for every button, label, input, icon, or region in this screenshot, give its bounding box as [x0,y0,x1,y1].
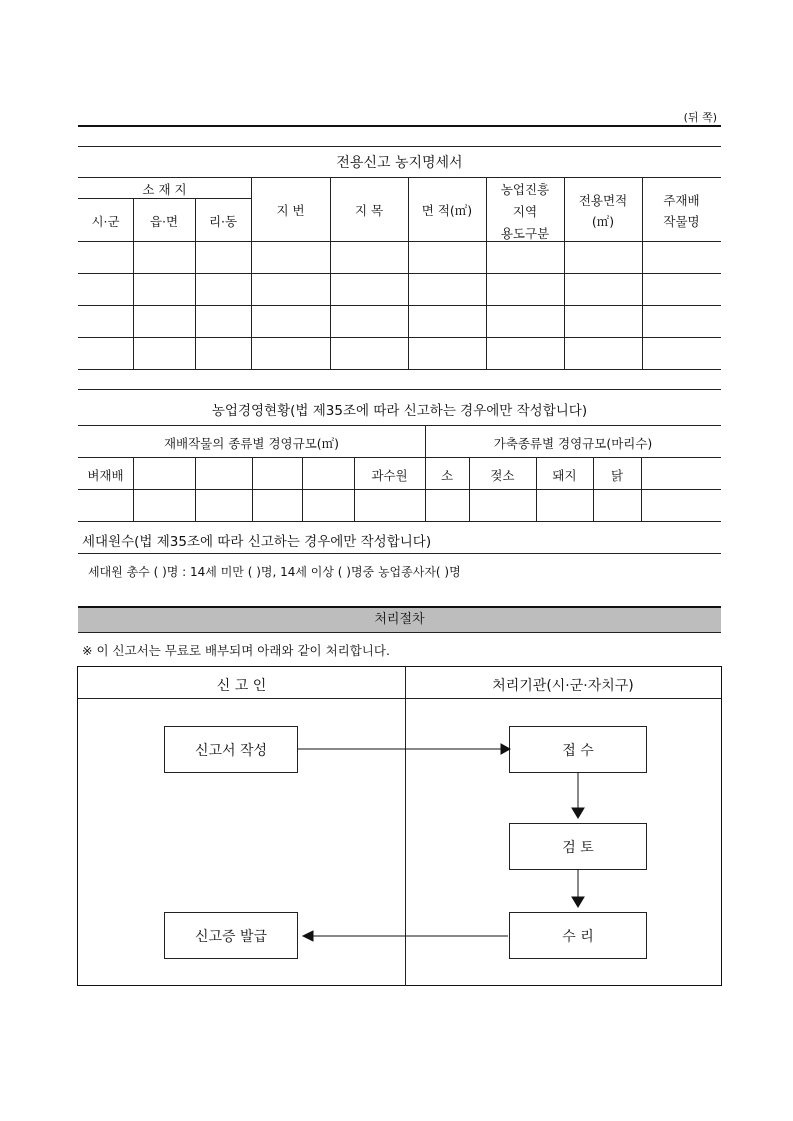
agency-column-header: 처리기관(시·군·자치구) [492,678,634,694]
step-receive: 접 수 [509,726,647,773]
rice-label: 벼재배 [87,468,124,483]
pig-label: 돼지 [552,468,577,483]
header-crop-2: 작물명 [663,214,700,229]
header-conv-area-1: 전용면적 [578,193,628,208]
header-area: 면 적(㎡) [421,203,473,218]
arrowhead-icon [501,744,510,754]
arrowhead-icon [303,931,313,941]
header-village: 리·동 [208,214,238,229]
livestock-scale-header: 가축종류별 경영규모(마리수) [493,436,653,451]
step-write-application: 신고서 작성 [164,726,298,773]
household-count-line: 세대원 총수 ( )명 : 14세 미만 ( )명, 14세 이상 ( )명중 농업종사자( )명 [88,565,461,579]
header-zone-2: 지역 [512,204,538,219]
page-side-label: (뒤 쪽) [683,111,717,124]
header-category: 지 목 [354,203,384,218]
chicken-label: 닭 [610,468,624,483]
header-conv-area-2: (㎡) [591,214,615,229]
header-lot: 지 번 [276,203,305,218]
header-location: 소 재 지 [142,182,187,197]
header-city: 시·군 [91,214,120,229]
dairy-cow-label: 젖소 [490,468,515,483]
arrowhead-icon [572,808,584,818]
arrowhead-icon [572,897,584,907]
applicant-column-header: 신 고 인 [216,678,267,694]
process-note: ※ 이 신고서는 무료로 배부되며 아래와 같이 처리합니다. [82,643,390,658]
step-accept: 수 리 [509,912,647,959]
header-crop-1: 주재배 [663,193,700,208]
step-review: 검 토 [509,823,647,870]
cow-label: 소 [440,468,454,483]
header-town: 읍·면 [149,214,179,229]
process-title: 처리절차 [374,612,425,627]
header-zone-1: 농업진흥 [500,182,550,197]
crops-scale-header: 재배작물의 종류별 경영규모(㎡) [163,436,340,451]
section3-title: 세대원수(법 제35조에 따라 신고하는 경우에만 작성합니다) [82,534,432,550]
section1-title: 전용신고 농지명세서 [336,155,463,171]
section2-title: 농업경영현황(법 제35조에 따라 신고하는 경우에만 작성합니다) [211,403,588,419]
step-issue-certificate: 신고증 발급 [164,912,298,959]
orchard-label: 과수원 [371,468,408,483]
header-zone-3: 용도구분 [500,226,550,241]
